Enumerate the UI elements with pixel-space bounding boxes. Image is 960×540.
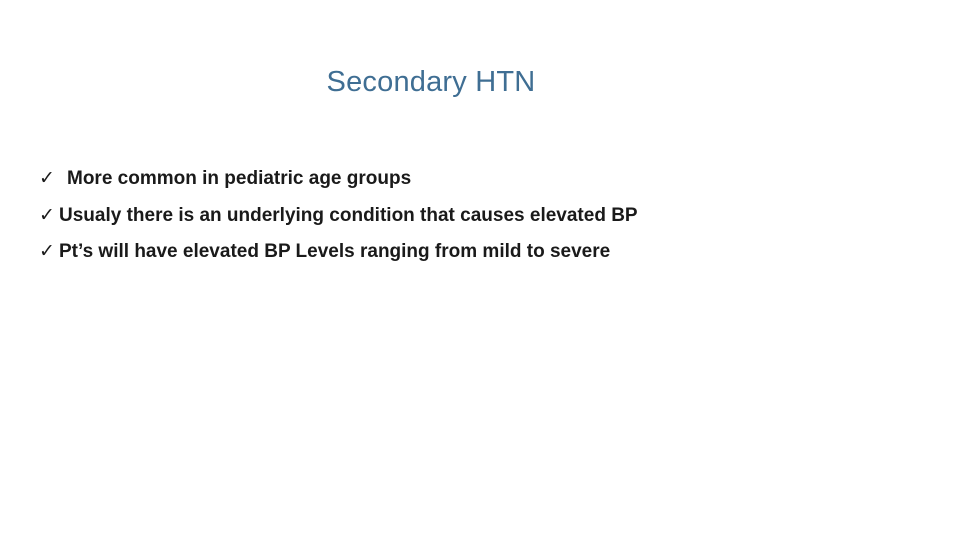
bullet-item bbox=[39, 233, 638, 270]
bullet-text: Pt’s will have elevated BP Levels ranging from mild to severe bbox=[59, 241, 611, 262]
bullet-item bbox=[39, 197, 638, 234]
checkmark-icon: ✓ bbox=[39, 167, 55, 189]
bullet-item bbox=[39, 160, 638, 197]
bullet-list bbox=[39, 160, 638, 270]
bullet-text: Usualy there is an underlying condition that causes elevated BP bbox=[59, 204, 638, 226]
bullet-text: More common in pediatric age groups bbox=[67, 168, 412, 189]
slide-title: Secondary HTN bbox=[326, 66, 536, 98]
checkmark-icon: ✓ bbox=[39, 203, 55, 226]
checkmark-icon: ✓ bbox=[39, 240, 55, 262]
